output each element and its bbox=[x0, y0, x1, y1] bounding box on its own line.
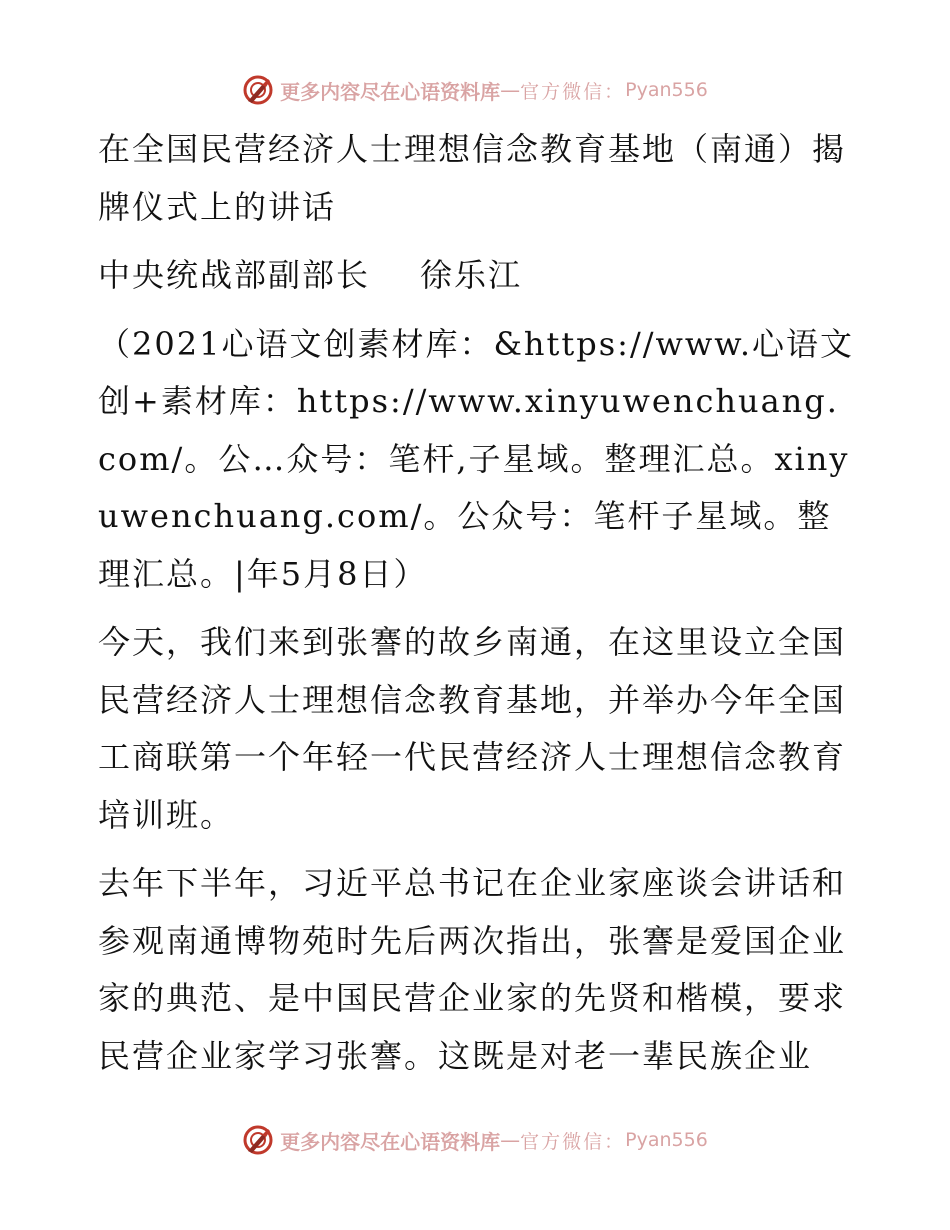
brand-logo-icon bbox=[242, 74, 274, 106]
author-name: 徐乐江 bbox=[420, 256, 523, 294]
author-role: 中央统战部副部长 bbox=[98, 256, 371, 294]
watermark-label: 官方微信： bbox=[520, 1130, 626, 1153]
footer-watermark bbox=[0, 1120, 950, 1160]
document-author bbox=[98, 247, 858, 305]
watermark-dash: — bbox=[500, 78, 521, 102]
watermark-site-text: 更多内容尽在心语资料库 bbox=[280, 1129, 501, 1154]
watermark-site-text: 更多内容尽在心语资料库 bbox=[280, 79, 501, 104]
watermark-label: 官方微信： bbox=[520, 80, 626, 103]
brand-logo-icon bbox=[242, 1124, 274, 1156]
watermark-dash: — bbox=[500, 1128, 521, 1152]
document-title: 在全国民营经济人士理想信念教育基地（南通）揭牌仪式上的讲话 bbox=[98, 130, 847, 226]
body-paragraph-1: 今天，我们来到张謇的故乡南通，在这里设立全国民营经济人士理想信念教育基地，并举办今年全国工商联第一个年轻一代民营经济人士理想信念教育培训班。 bbox=[98, 623, 847, 834]
source-note: （2021心语文创素材库：&https://www.心语文创+素材库：https://www.xinyuwenchuang.com/。公…众号：笔杆,子星域。整理汇总。xinyuwenchuang.com/。公众号：笔杆子星域。整理汇总。|年5月8日） bbox=[98, 324, 855, 593]
watermark-id: Pyan556 bbox=[625, 1129, 708, 1151]
document-body bbox=[98, 121, 858, 1085]
body-paragraph-2: 去年下半年，习近平总书记在企业家座谈会讲话和参观南通博物苑时先后两次指出，张謇是爱国企业家的典范、是中国民营企业家的先贤和楷模，要求民营企业家学习张謇。这既是对老一辈民族企业 bbox=[98, 864, 847, 1075]
watermark-id: Pyan556 bbox=[625, 79, 708, 101]
header-watermark bbox=[0, 70, 950, 110]
